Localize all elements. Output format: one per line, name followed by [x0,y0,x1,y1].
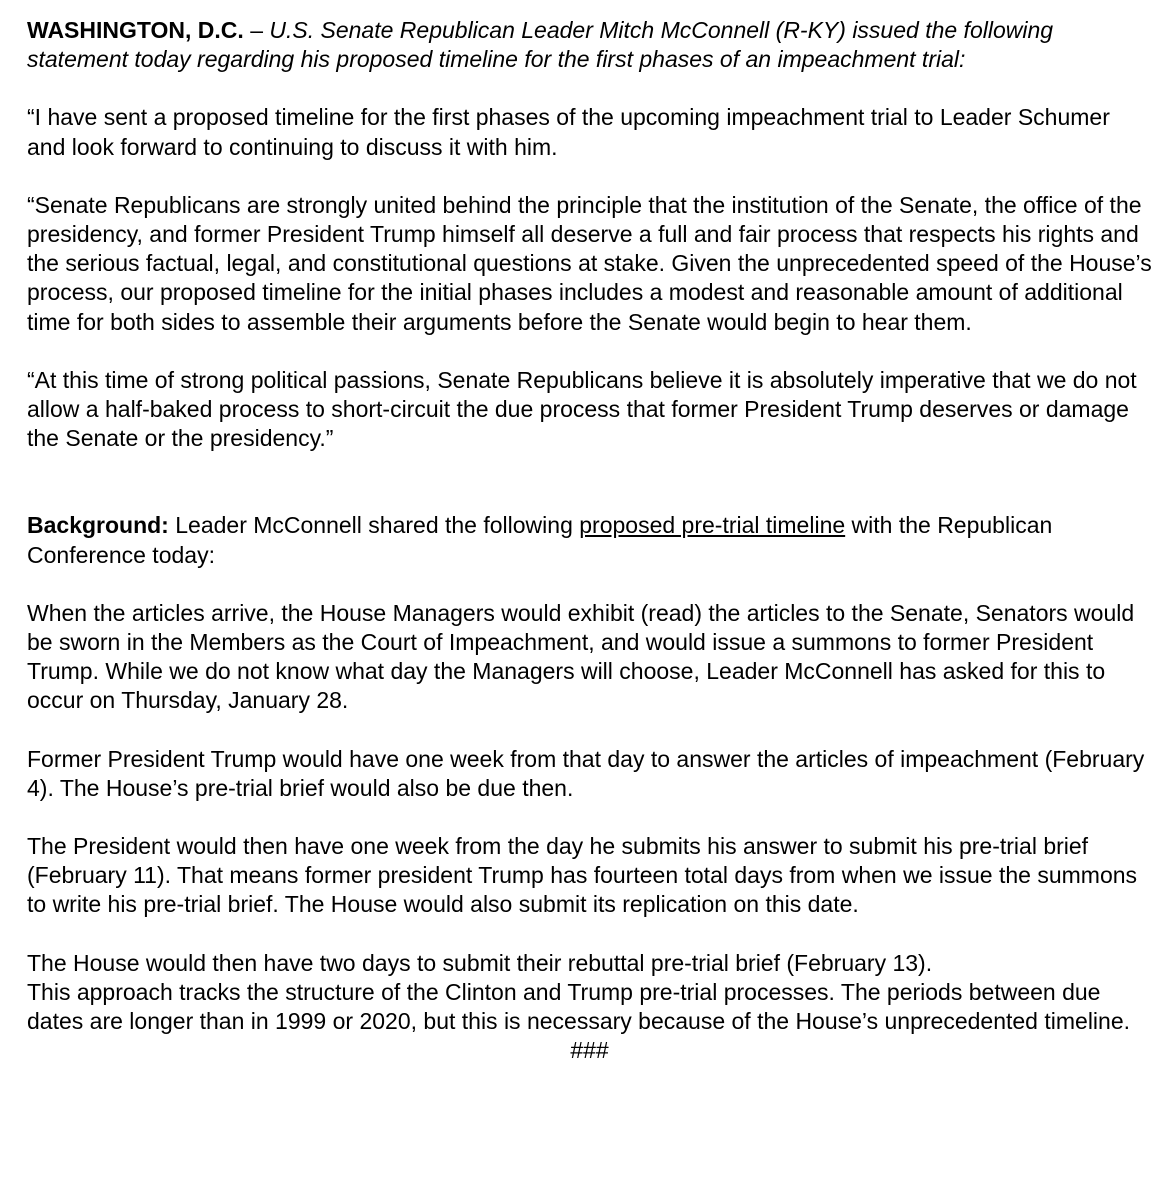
background-text-before-link: Leader McConnell shared the following [168,512,580,539]
press-release [27,16,1152,1065]
statement-paragraph-3: “At this time of strong political passions, Senate Republicans believe it is absolutely imperative that we do not allow a half-baked process to short-circuit the due process that former President Trump deserves or damage the Senate or the presidency.” [27,366,1137,452]
dateline-intro: U.S. Senate Republican Leader Mitch McConnell (R-KY) issued the following statement today regarding his proposed timeline for the first phases of an impeachment trial: [27,17,1054,73]
timeline-paragraph-1: When the articles arrive, the House Managers would exhibit (read) the articles to the Senate, Senators would be sworn in the Members as the Court of Impeachment, and would issue a summons to former President Trump. While we do not know what day the Managers will choose, Leader McConnell has asked for this to occur on Thursday, January 28. [27,599,1135,714]
statement-paragraph-2: “Senate Republicans are strongly united behind the principle that the institution of the Senate, the office of the presidency, and former President Trump himself all deserve a full and fair process that respects his rights and the serious factual, legal, and constitutional questions at stake. Given the unprecedented speed of the House’s process, our proposed timeline for the initial phases includes a modest and reasonable amount of additional time for both sides to assemble their arguments before the Senate would begin to hear them. [27,191,1152,335]
dateline-paragraph [27,16,1152,74]
timeline-paragraph-5: This approach tracks the structure of the Clinton and Trump pre-trial processes. The periods between due dates are longer than in 1999 or 2020, but this is necessary because of the House’s unprecedented timeline. [27,978,1131,1035]
dateline-place: WASHINGTON, D.C. [27,17,244,43]
dateline-dash: – [243,17,270,43]
background-paragraph [27,511,1152,569]
background-text-after-link: with the Republican Conference today: [27,512,1053,568]
timeline-paragraph-4: The House would then have two days to submit their rebuttal pre-trial brief (February 13). [27,949,933,976]
timeline-paragraph-2: Former President Trump would have one week from that day to answer the articles of impeachment (February 4). The House’s pre-trial brief would also be due then. [27,745,1145,801]
statement-paragraph-1: “I have sent a proposed timeline for the first phases of the upcoming impeachment trial to Leader Schumer and look forward to continuing to discuss it with him. [27,104,1110,160]
pre-trial-timeline-link[interactable]: proposed pre-trial timeline [579,512,846,539]
end-mark: ### [570,1037,609,1064]
background-label: Background: [27,512,169,539]
timeline-paragraph-3: The President would then have one week from the day he submits his answer to submit his pre-trial brief (February 11). That means former president Trump has fourteen total days from when we issue the summons to write his pre-trial brief. The House would also submit its replication on this date. [27,833,1138,918]
